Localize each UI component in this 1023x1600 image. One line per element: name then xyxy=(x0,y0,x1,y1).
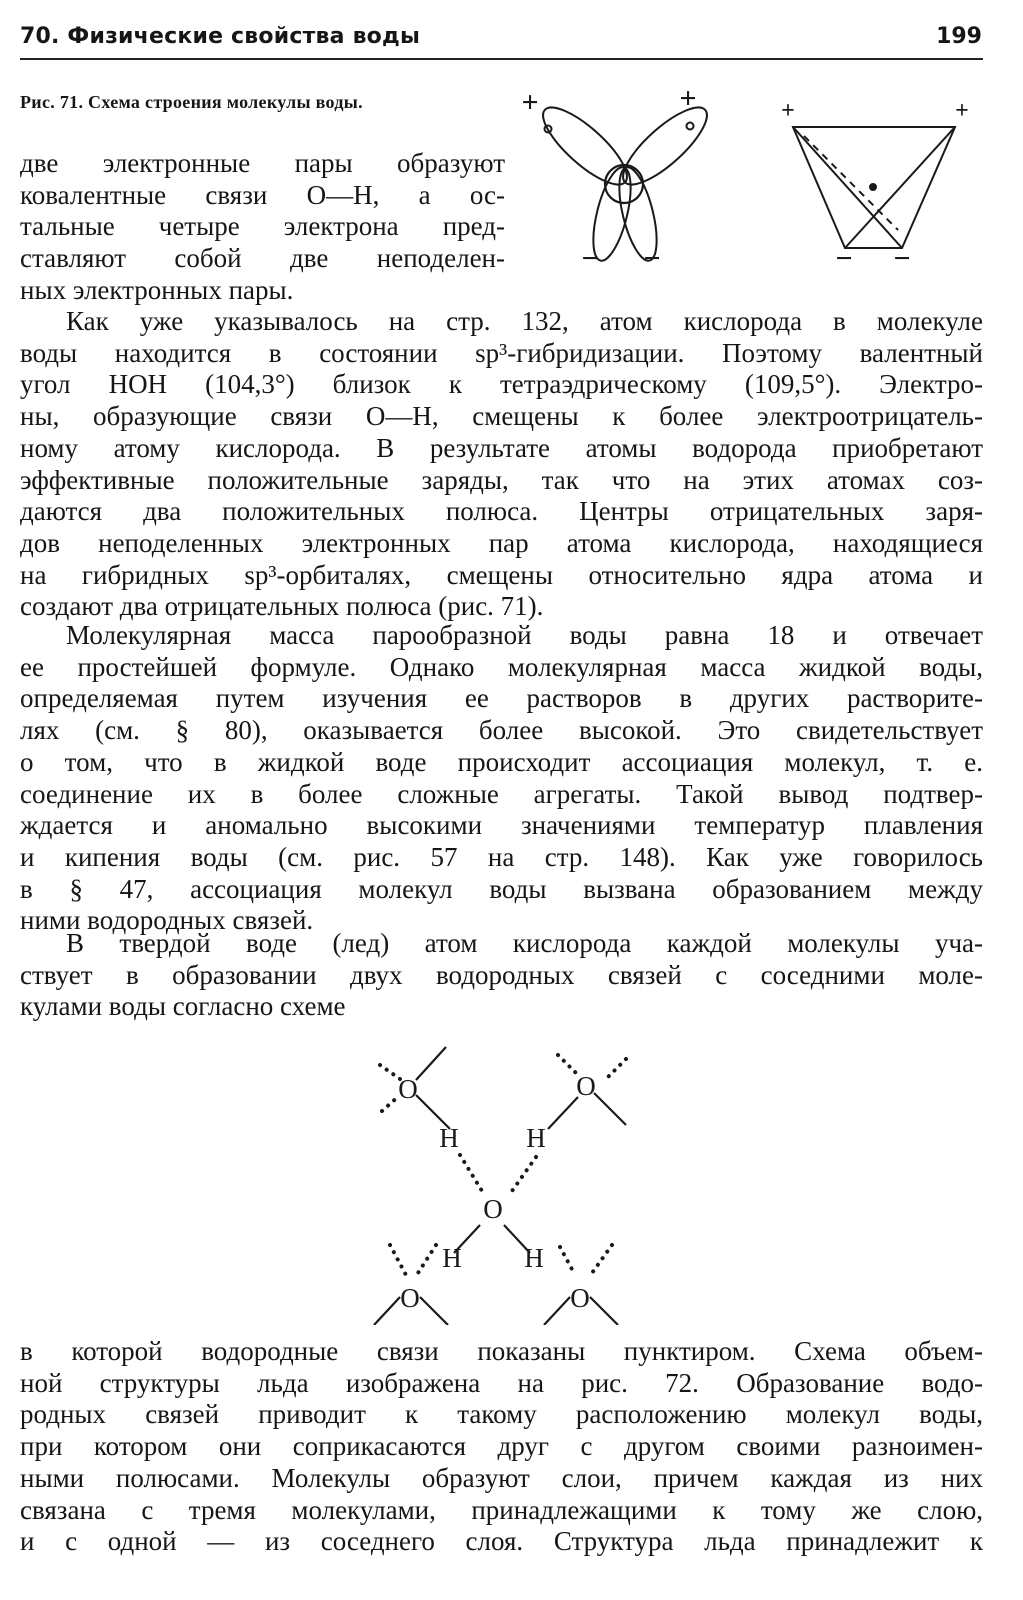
minus-sign: − xyxy=(835,242,853,274)
hydrogen-atom-label: H xyxy=(442,1243,462,1273)
minus-sign: − xyxy=(581,242,599,274)
hydrogen-bond xyxy=(380,1065,400,1079)
hydrogen-bond xyxy=(558,1055,578,1075)
text-line: тальные четыре электрона пред- xyxy=(20,211,505,242)
tetrahedron-edge xyxy=(793,127,902,248)
tetrahedron-edge xyxy=(845,127,955,248)
plus-sign: + xyxy=(679,84,697,115)
text-line: ставляют собой две неподелен- xyxy=(20,243,505,274)
text-line: о том, что в жидкой воде происходит ассоциация молекул, т. е. xyxy=(20,746,983,777)
oxygen-atom-label: O xyxy=(576,1071,596,1101)
text-line: В твердой воде (лед) атом кислорода каждой молекулы уча- xyxy=(66,928,983,958)
text-line: ждается и аномально высокими значениями температур плавления xyxy=(20,810,983,841)
hydrogen-bond xyxy=(592,1245,612,1273)
oxygen-atom-label: O xyxy=(400,1283,420,1313)
section-title: 70. Физические свойства воды xyxy=(20,24,421,49)
text-line: связана с тремя молекулами, принадлежащими к тому же слою, xyxy=(20,1494,983,1525)
tetrahedron-center-dot xyxy=(870,184,876,190)
text-line: Как уже указывалось на стр. 132, атом кислорода в молекуле xyxy=(66,306,983,336)
text-line: ными полюсами. Молекулы образуют слои, причем каждая из них xyxy=(20,1462,983,1493)
hydrogen-right-dot xyxy=(687,123,694,130)
running-header xyxy=(20,24,990,58)
text-line: две электронные пары образуют xyxy=(20,148,505,178)
plus-sign: + xyxy=(521,86,539,119)
text-line: лях (см. § 80), оказывается более высокой. Это свидетельствует xyxy=(20,715,983,746)
hydrogen-bond xyxy=(418,1245,436,1273)
orbital-upper-left xyxy=(533,96,637,195)
plus-sign: + xyxy=(781,98,795,124)
page-number: 199 xyxy=(936,24,982,49)
text-line: эффективные положительные заряды, так что на этих атомах соз- xyxy=(20,464,983,495)
hydrogen-bond-scheme xyxy=(360,1035,660,1325)
hydrogen-bond xyxy=(512,1157,536,1191)
tetrahedron-diagram xyxy=(793,127,955,248)
oxygen-atom-label: O xyxy=(398,1074,418,1104)
text-line: кулами воды согласно схеме xyxy=(20,991,346,1022)
plus-sign: + xyxy=(955,98,969,124)
text-line: и кипения воды (см. рис. 57 на стр. 148). Как уже говорилось xyxy=(20,841,983,872)
text-line: ных электронных пары. xyxy=(20,274,294,305)
paragraph-hybridization xyxy=(20,306,983,623)
text-line: соединение их в более сложные агрегаты. Такой вывод подтвер- xyxy=(20,778,983,809)
paragraph-ice-structure xyxy=(20,1336,983,1558)
covalent-bond xyxy=(594,1093,626,1125)
paragraph-ice xyxy=(20,928,983,1023)
minus-sign: − xyxy=(893,242,911,274)
hydrogen-bond xyxy=(608,1059,626,1077)
hydrogen-atom-label: H xyxy=(439,1123,459,1153)
hydrogen-bond xyxy=(390,1245,406,1275)
figure-71-diagram xyxy=(510,84,980,274)
minus-sign: − xyxy=(643,242,661,274)
text-line: дов неподеленных электронных пар атома кислорода, находящиеся xyxy=(20,527,983,558)
figure-71-caption: Рис. 71. Схема строения молекулы воды. xyxy=(20,92,363,112)
covalent-bond xyxy=(374,1297,400,1325)
hydrogen-bond xyxy=(560,1247,574,1273)
text-line: ними водородных связей. xyxy=(20,905,314,936)
text-line: ной структуры льда изображена на рис. 72. Образование водо- xyxy=(20,1367,983,1398)
text-line: определяемая путем изучения ее растворов в других растворите- xyxy=(20,683,983,714)
text-line: в § 47, ассоциация молекул воды вызвана образованием между xyxy=(20,873,983,904)
hydrogen-atom-label: H xyxy=(524,1243,544,1273)
text-line: даются два положительных полюса. Центры отрицательных заря- xyxy=(20,496,983,527)
covalent-bond xyxy=(548,1097,578,1129)
orbital-upper-right xyxy=(613,96,717,195)
covalent-bond xyxy=(420,1297,448,1325)
text-line: воды находится в состоянии sp³-гибридизации. Поэтому валентный xyxy=(20,337,983,368)
covalent-bond xyxy=(544,1297,570,1325)
oxygen-atom-label: O xyxy=(483,1194,503,1224)
paragraph-molecular-mass xyxy=(20,620,983,937)
text-line: ствует в образовании двух водородных связей с соседними моле- xyxy=(20,959,983,990)
text-line: ны, образующие связи О—Н, смещены к более электроотрицатель- xyxy=(20,401,983,432)
text-line: ее простейшей формуле. Однако молекулярная масса жидкой воды, xyxy=(20,651,983,682)
covalent-bond xyxy=(416,1047,446,1080)
oxygen-atom-label: O xyxy=(570,1283,590,1313)
header-rule xyxy=(20,58,983,60)
text-line: ному атому кислорода. В результате атомы водорода приобретают xyxy=(20,432,983,463)
orbital-diagram xyxy=(533,96,717,264)
text-line: при котором они соприкасаются друг с другом своими разноимен- xyxy=(20,1431,983,1462)
text-line: и с одной — из соседнего слоя. Структура льда принадлежит к xyxy=(20,1526,983,1557)
text-line: Молекулярная масса парообразной воды равна 18 и отвечает xyxy=(66,620,983,650)
text-line: создают два отрицательных полюса (рис. 71). xyxy=(20,591,544,622)
text-line: угол НОН (104,3°) близок к тетраэдрическому (109,5°). Электро- xyxy=(20,369,983,400)
covalent-bond xyxy=(590,1297,618,1325)
text-line: родных связей приводит к такому расположению молекул воды, xyxy=(20,1399,983,1430)
text-line: на гибридных sp³-орбиталях, смещены относительно ядра атома и xyxy=(20,559,983,590)
text-line: в которой водородные связи показаны пунктиром. Схема объем- xyxy=(20,1336,983,1366)
hydrogen-atom-label: H xyxy=(526,1123,546,1153)
paragraph-intro xyxy=(20,148,505,307)
hydrogen-bond xyxy=(460,1155,482,1191)
text-line: ковалентные связи О—Н, а ос- xyxy=(20,179,505,210)
